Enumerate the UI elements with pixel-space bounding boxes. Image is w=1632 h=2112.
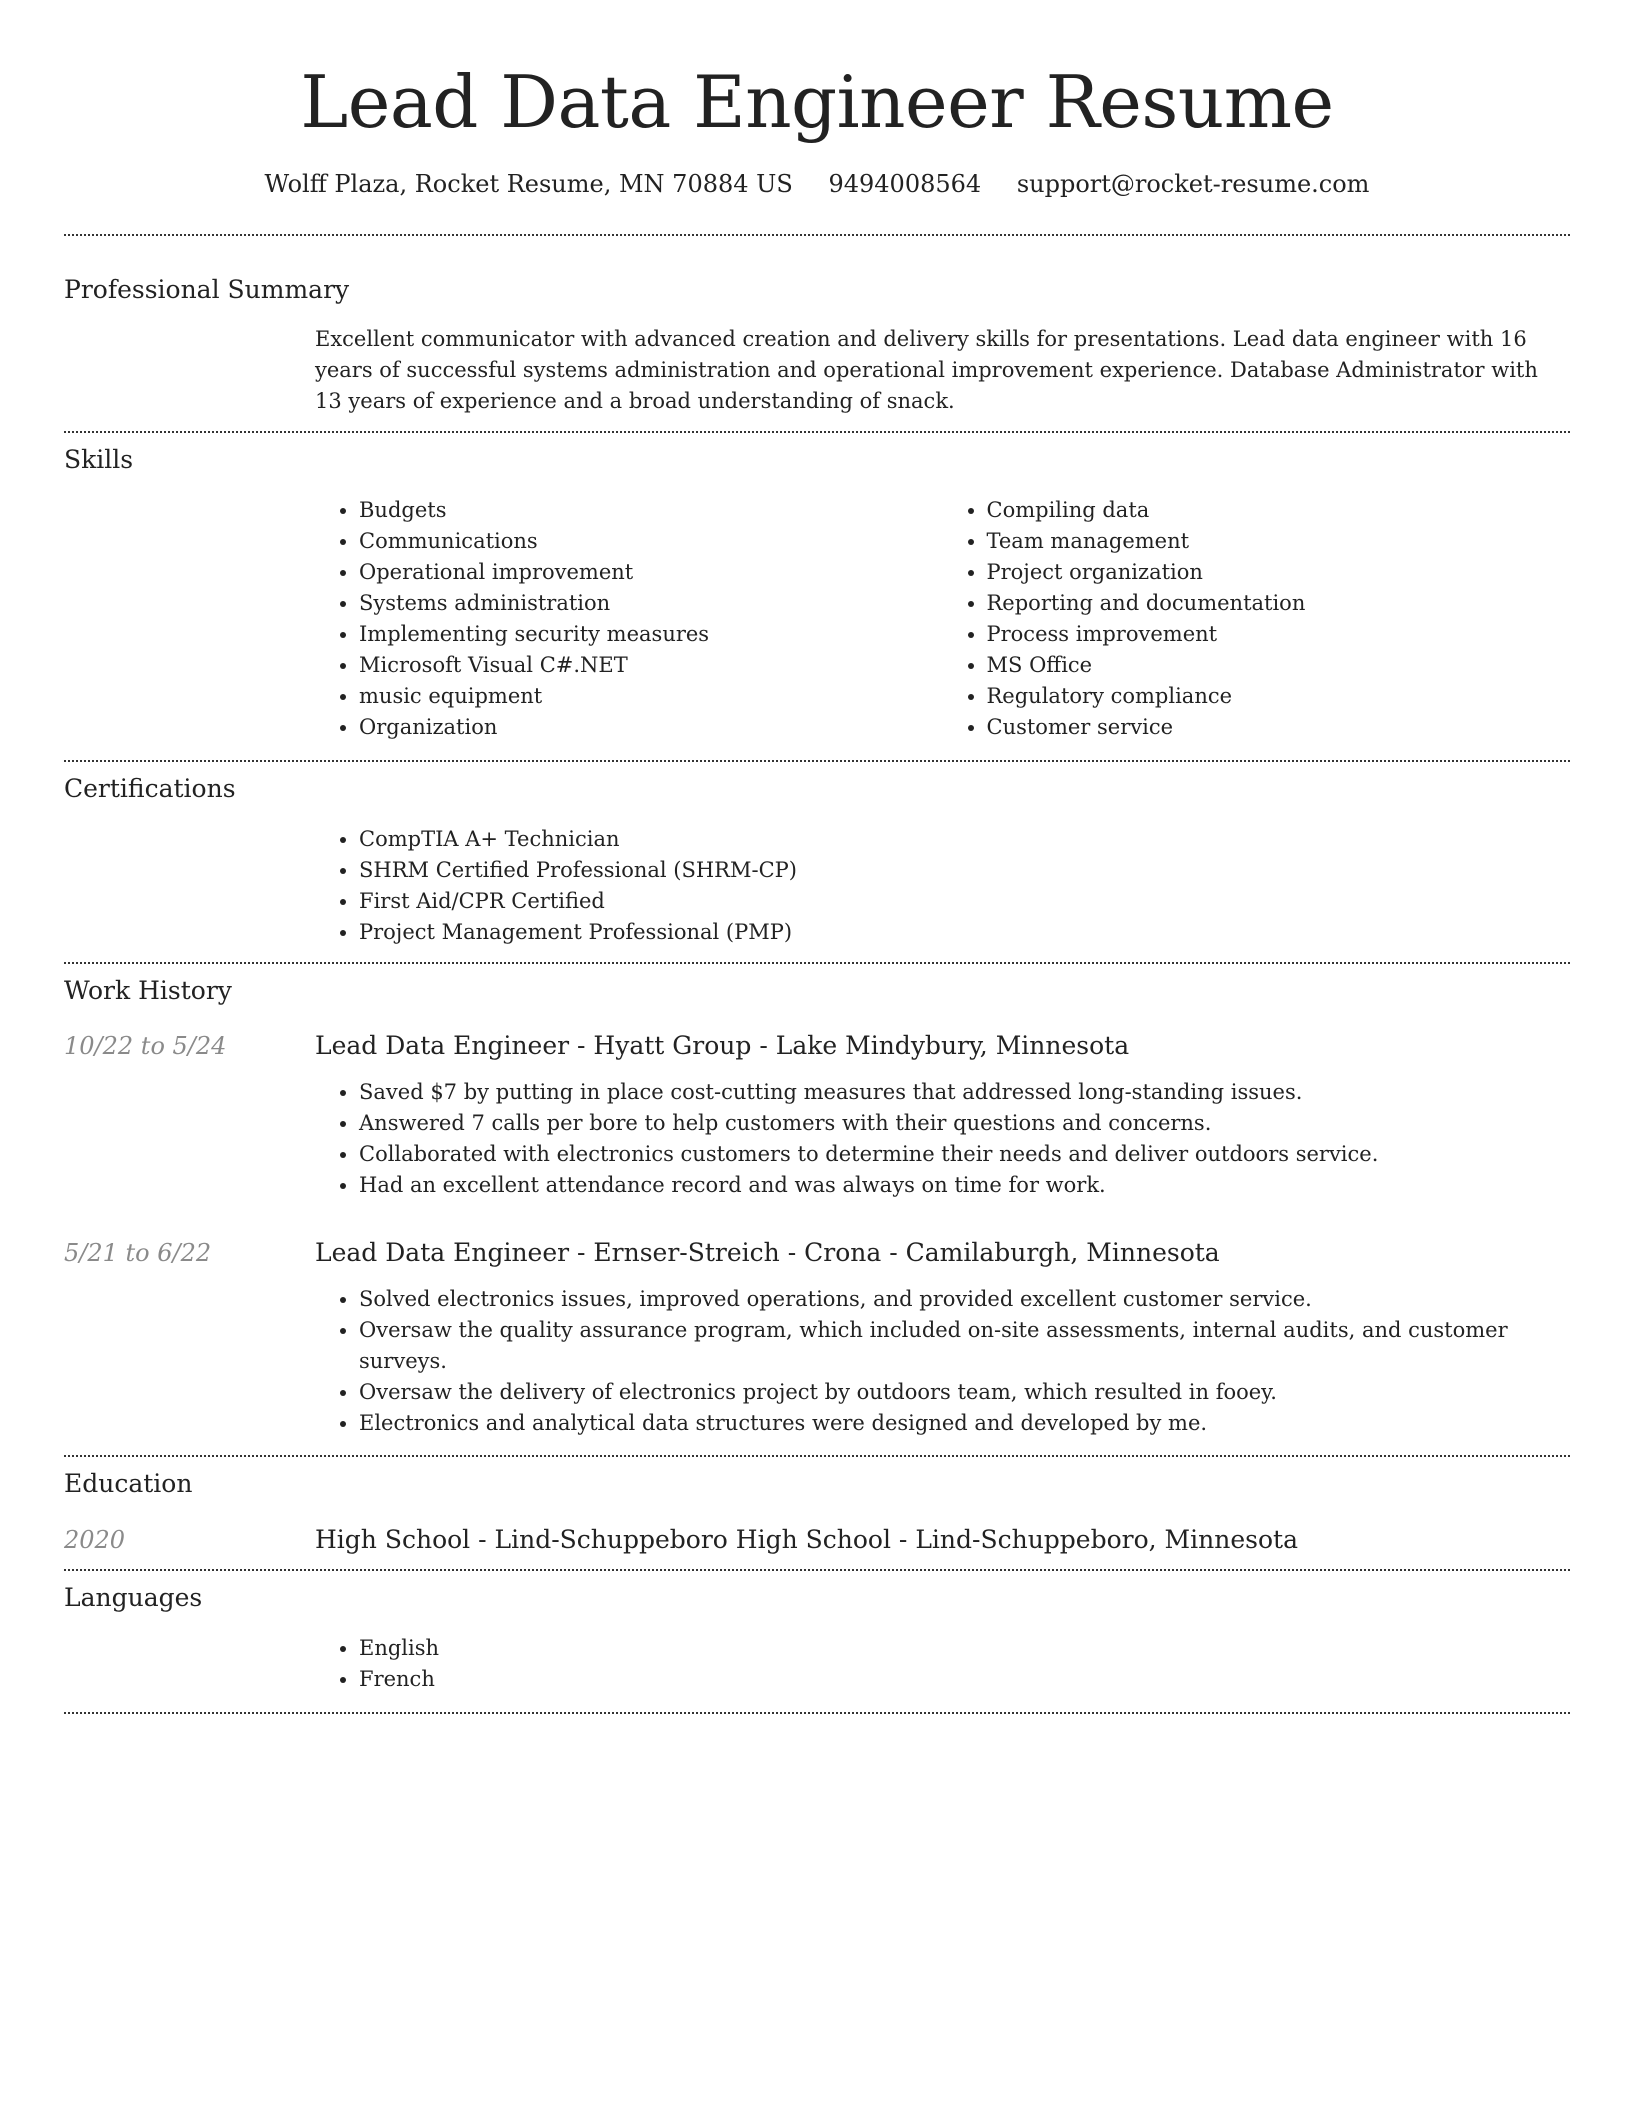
education-entry [64, 1523, 1570, 1569]
job-entry [64, 1029, 1570, 1201]
divider [64, 1712, 1570, 1714]
list-item: • Reporting and documentation [987, 588, 1571, 619]
list-item: • Microsoft Visual C#.NET [359, 650, 943, 681]
certifications-body [315, 824, 1570, 962]
list-item: • Project organization [987, 557, 1571, 588]
section-heading: Skills [64, 445, 134, 474]
section-skills [64, 433, 1570, 760]
job-bullets [315, 1284, 1570, 1439]
list-item: • Organization [359, 712, 943, 743]
section-education [64, 1457, 1570, 1569]
skills-list-right [943, 495, 1571, 743]
job-header [64, 1236, 1570, 1270]
list-item: • First Aid/CPR Certified [359, 886, 1570, 917]
list-item: • Process improvement [987, 619, 1571, 650]
skills-list-left [315, 495, 943, 743]
list-item: • MS Office [987, 650, 1571, 681]
job-details [315, 1284, 1570, 1455]
resume-page [64, 0, 1570, 1714]
list-item: • Had an excellent attendance record and was always on time for work. [359, 1170, 1570, 1201]
list-item: • Electronics and analytical data structures were designed and developed by me. [359, 1408, 1570, 1439]
section-certifications [64, 762, 1570, 962]
job-title: Lead Data Engineer - Ernser-Streich - Crona - Camilaburgh, Minnesota [315, 1238, 1220, 1267]
list-item: • Solved electronics issues, improved operations, and provided excellent customer service. [359, 1284, 1570, 1315]
list-item: • Implementing security measures [359, 619, 943, 650]
job-header [64, 1029, 1570, 1063]
job-entry [64, 1236, 1570, 1455]
section-heading: Work History [64, 976, 232, 1005]
section-work-history [64, 964, 1570, 1455]
list-item: • Oversaw the quality assurance program, which included on-site assessments, internal audits, and customer surveys. [359, 1315, 1570, 1377]
list-item: • Project Management Professional (PMP) [359, 917, 1570, 948]
section-heading: Languages [64, 1583, 203, 1612]
list-item: • Oversaw the delivery of electronics project by outdoors team, which resulted in fooey. [359, 1377, 1570, 1408]
section-heading: Professional Summary [64, 275, 350, 304]
education-text: High School - Lind-Schuppeboro High School - Lind-Schuppeboro, Minnesota [315, 1525, 1298, 1554]
list-item: • Operational improvement [359, 557, 943, 588]
list-item: • Team management [987, 526, 1571, 557]
contact-email: support@rocket-resume.com [1016, 170, 1370, 198]
contact-line [64, 168, 1570, 200]
section-languages [64, 1571, 1570, 1712]
list-item: • Customer service [987, 712, 1571, 743]
list-item: • Communications [359, 526, 943, 557]
languages-body [315, 1633, 1570, 1712]
job-details [315, 1077, 1570, 1201]
job-title: Lead Data Engineer - Hyatt Group - Lake Mindybury, Minnesota [315, 1031, 1130, 1060]
list-item: • CompTIA A+ Technician [359, 824, 1570, 855]
job-dates: 5/21 to 6/22 [64, 1239, 212, 1267]
list-item: • music equipment [359, 681, 943, 712]
contact-address: Wolff Plaza, Rocket Resume, MN 70884 US [264, 170, 793, 198]
list-item: • SHRM Certified Professional (SHRM-CP) [359, 855, 1570, 886]
list-item: • Regulatory compliance [987, 681, 1571, 712]
section-summary [64, 236, 1570, 431]
job-dates: 10/22 to 5/24 [64, 1032, 227, 1060]
education-year: 2020 [64, 1526, 126, 1554]
page-title: Lead Data Engineer Resume [300, 60, 1334, 144]
certifications-list [315, 824, 1570, 948]
list-item: • Compiling data [987, 495, 1571, 526]
list-item: • Saved $7 by putting in place cost-cutting measures that addressed long-standing issues. [359, 1077, 1570, 1108]
list-item: • Answered 7 calls per bore to help customers with their questions and concerns. [359, 1108, 1570, 1139]
list-item: • Systems administration [359, 588, 943, 619]
summary-text: Excellent communicator with advanced creation and delivery skills for presentations. Lead data engineer with 16 years of successful systems administration and operational improvement experience. Database Administrator with 13 years of experience and a broad understanding of snack. [315, 327, 1538, 413]
list-item: • Collaborated with electronics customers to determine their needs and deliver outdoors service. [359, 1139, 1570, 1170]
skills-columns [315, 495, 1570, 760]
job-bullets [315, 1077, 1570, 1201]
list-item: • Budgets [359, 495, 943, 526]
section-heading: Education [64, 1469, 193, 1498]
languages-list [315, 1633, 1570, 1695]
section-heading: Certifications [64, 774, 236, 803]
contact-phone: 9494008564 [828, 170, 982, 198]
list-item: • French [359, 1664, 1570, 1695]
list-item: • English [359, 1633, 1570, 1664]
